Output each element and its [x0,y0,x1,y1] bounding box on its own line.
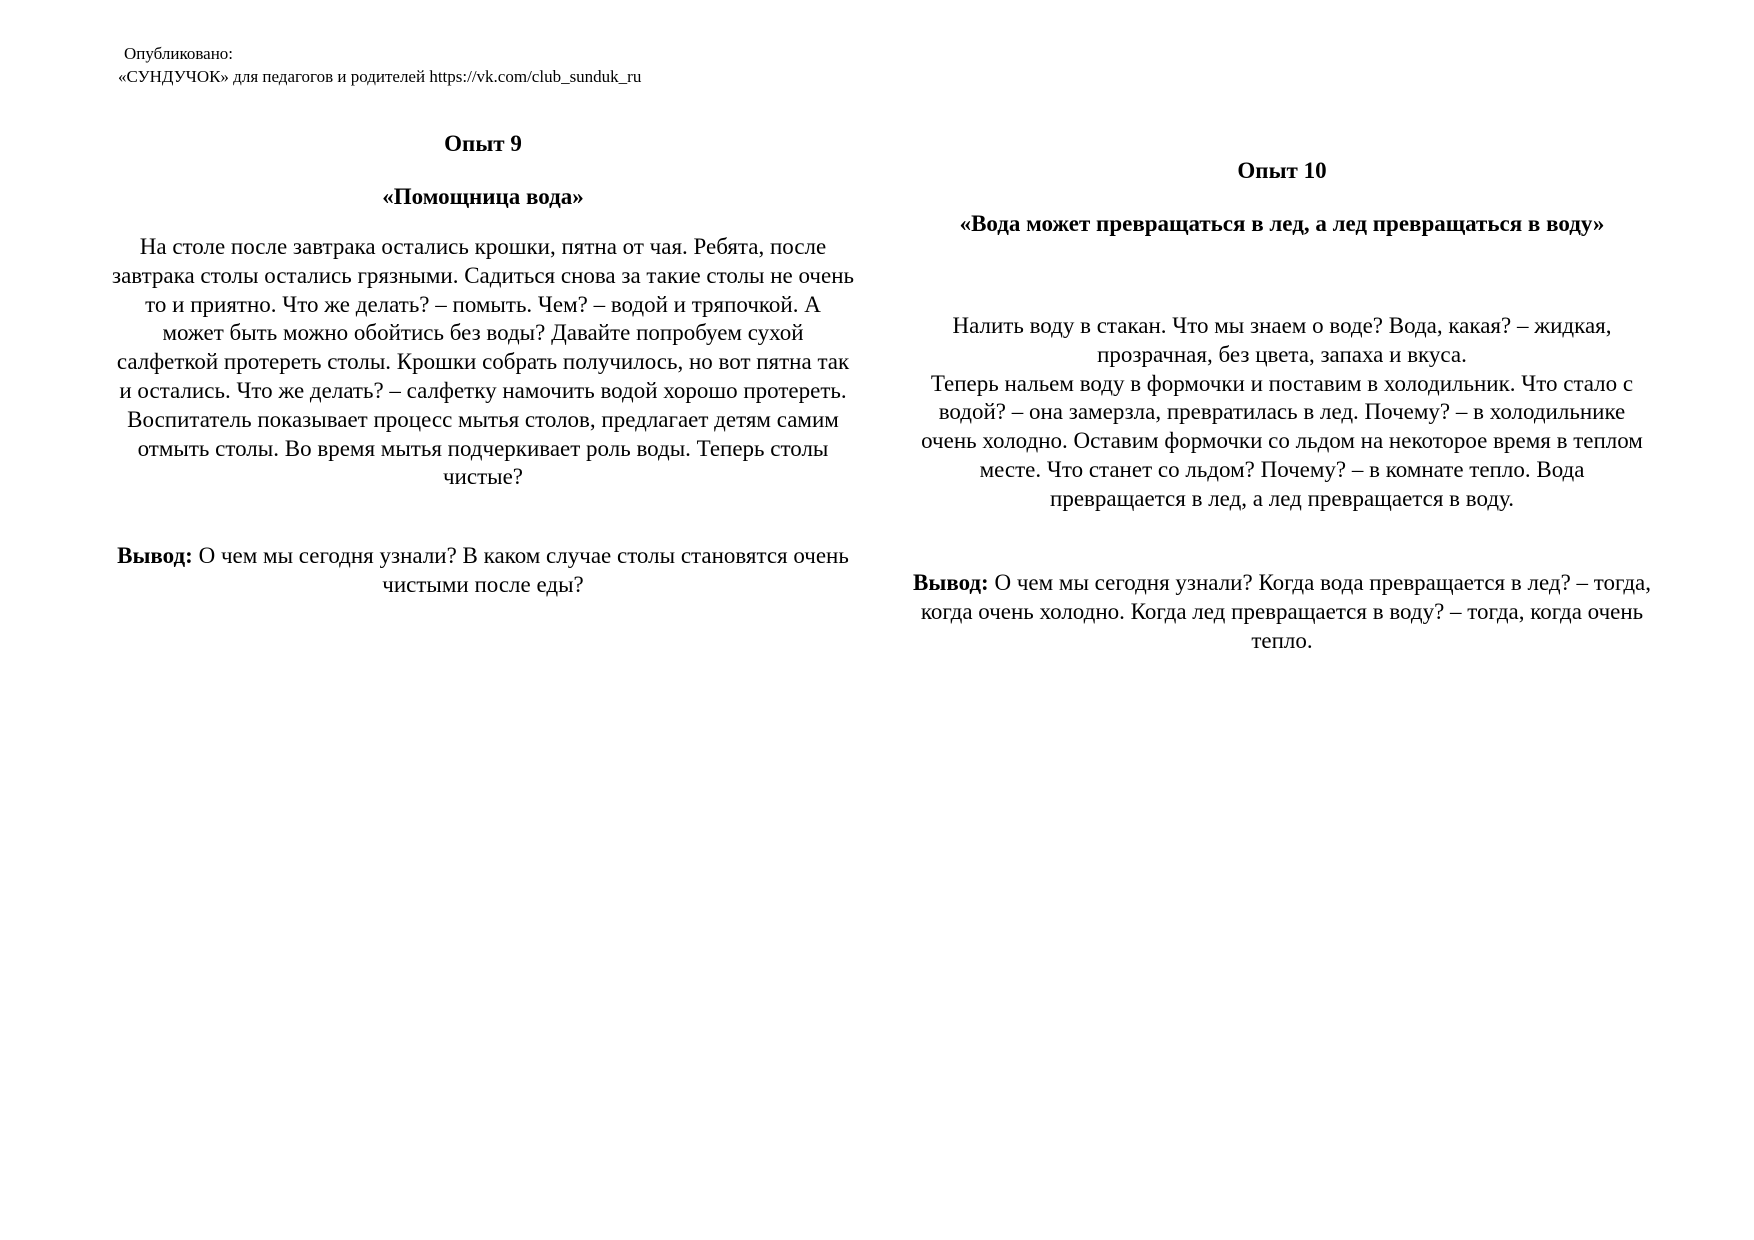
published-label: Опубликовано: [124,44,234,63]
experiment-10-paragraph-2: Теперь нальем воду в формочки и поставим в холодильник. Что стало с водой? – она замерзла, превратилась в лед. Почему? – в холодильнике очень холодно. Оставим формочки со льдом на некоторое время в теплом месте. Что станет со льдом? Почему? – в комнате тепло. Вода превращается в лед, а лед превращается в воду. [921,370,1643,511]
experiment-10-conclusion [912,569,1652,655]
experiment-9-conclusion [112,542,854,600]
experiment-9-title: «Помощница вода» [382,184,584,209]
publisher-source: «СУНДУЧОК» для педагогов и родителей https://vk.com/club_sunduk_ru [118,67,642,86]
experiment-9-number: Опыт 9 [444,131,522,156]
experiment-9-conclusion-label: Вывод: [117,543,193,568]
experiment-10-title: «Вода может превращаться в лед, а лед превращаться в воду» [959,211,1605,236]
experiment-9-conclusion-text: О чем мы сегодня узнали? В каком случае столы становятся очень чистыми после еды? [192,543,849,597]
experiment-9-description: На столе после завтрака остались крошки, пятна от чая. Ребята, после завтрака столы остались грязными. Садиться снова за такие столы не очень то и приятно. Что же делать? – помыть. Чем? – водой и тряпочкой. А может быть можно обойтись без воды? Давайте попробуем сухой салфеткой протереть столы. Крошки собрать получилось, но вот пятна так и остались. Что же делать? – салфетку намочить водой хорошо протереть. Воспитатель показывает процесс мытья столов, предлагает детям самим отмыть столы. Во время мытья подчеркивает роль воды. Теперь столы чистые? [112,234,854,490]
experiment-10-number: Опыт 10 [1237,158,1327,183]
experiment-10-body [912,312,1652,514]
experiment-10-paragraph-1: Налить воду в стакан. Что мы знаем о воде? Вода, какая? – жидкая, прозрачная, без цвета, запаха и вкуса. [952,313,1612,367]
experiment-10-conclusion-text: О чем мы сегодня узнали? Когда вода превращается в лед? – тогда, когда очень холодно. Когда лед превращается в воду? – тогда, когда очень тепло. [920,570,1651,653]
publication-header [118,42,641,88]
experiment-10-conclusion-label: Вывод: [913,570,989,595]
experiment-9-body [112,233,854,492]
